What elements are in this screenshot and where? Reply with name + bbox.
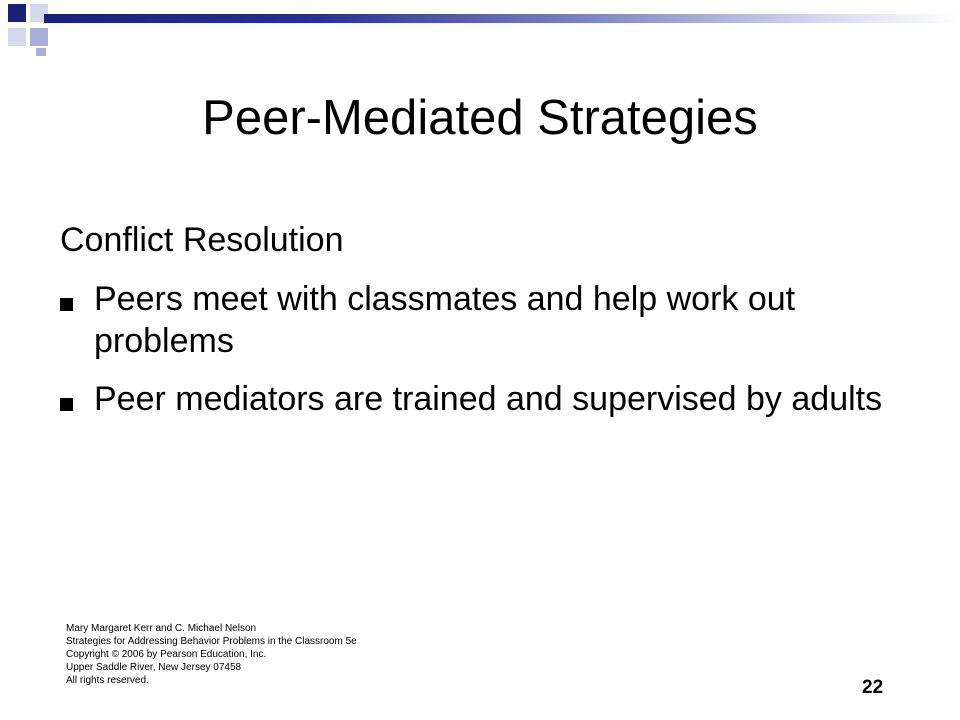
slide-subheading: Conflict Resolution [60,221,344,259]
footer-line: Strategies for Addressing Behavior Problems in the Classroom 5e [66,636,357,647]
bullet-list [60,278,920,436]
decor-square-light [30,28,48,46]
footer-line: All rights reserved. [66,675,149,686]
bullet-marker-icon [60,298,73,311]
footer-line: Mary Margaret Kerr and C. Michael Nelson [66,623,257,634]
header-gradient-bar [44,14,960,23]
bullet-text: Peer mediators are trained and supervised by adults [94,380,883,418]
bullet-item [60,378,920,420]
page-number: 22 [862,677,884,698]
decor-square-small [36,48,46,56]
corner-decoration [0,0,80,60]
footer-credits [66,622,357,687]
slide-title: Peer-Mediated Strategies [202,91,758,145]
bullet-item [60,278,920,362]
bullet-marker-icon [60,398,73,411]
decor-square-light [8,28,26,46]
decor-square-navy [8,4,26,22]
footer-line: Copyright © 2006 by Pearson Education, Inc. [66,649,267,660]
footer-line: Upper Saddle River, New Jersey 07458 [66,662,242,673]
bullet-text: Peers meet with classmates and help work out problems [94,280,796,360]
